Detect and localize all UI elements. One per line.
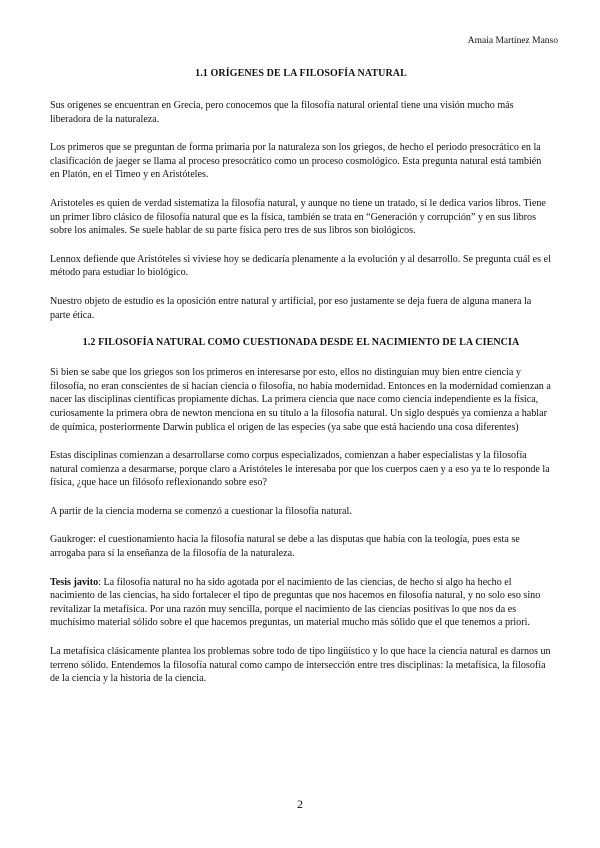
- paragraph: Gaukroger: el cuestionamiento hacia la filosofía natural se debe a las disputas que había con la teología, pues esta se arrogaba para sí la enseñanza de la filosofía de la naturaleza.: [50, 534, 520, 560]
- paragraph: Lennox defiende que Aristóteles si viviese hoy se dedicaría plenamente a la evolución y al desarrollo. Se pregunta cuál es el método para estudiar lo biológico.: [50, 253, 551, 279]
- paragraph: Estas disciplinas comienzan a desarrollarse como corpus especializados, comienzan a haber especialistas y la filosofía natural comienza a desarmarse, porque claro a Aristóteles le interesaba por que los cuerpos caen y a eso ya te lo responde la física, ¿que hace un filósofo reflexionando sobre eso?: [50, 450, 550, 489]
- header-author: Amaia Martínez Manso: [467, 36, 558, 46]
- paragraph: La metafísica clásicamente plantea los problemas sobre todo de tipo lingüístico y lo que hace la ciencia natural es darnos un terreno sólido. Entendemos la filosofía natural como campo de intersección entre tres disciplinas: la metafísica, la filosofía de la ciencia y la historia de la ciencia.: [50, 646, 551, 685]
- paragraph: Los primeros que se preguntan de forma primaria por la naturaleza son los griegos, de hecho el periodo presocrático en la clasificación de jaeger se llama al proceso presocrático como un proceso cosmológico. Esta pregunta natural está también en Platón, en el Timeo y en Aristóteles.: [50, 142, 542, 181]
- paragraph: A partir de la ciencia moderna se comenzó a cuestionar la filosofía natural.: [50, 505, 352, 517]
- paragraph: Nuestro objeto de estudio es la oposición entre natural y artificial, por eso justamente se deja fuera de alguna manera la parte ética.: [50, 295, 532, 321]
- section-heading-2: 1.2 FILOSOFÍA NATURAL COMO CUESTIONADA DESDE EL NACIMIENTO DE LA CIENCIA: [82, 337, 520, 349]
- paragraph: Sus orígenes se encuentran en Grecia, pero conocemos que la filosofía natural oriental tiene una visión mucho más liberadora de la naturaleza.: [50, 100, 514, 125]
- paragraph: Aristoteles es quien de verdad sistematiza la filosofía natural, y aunque no tiene un tratado, sí le dedica varios libros. Tiene un primer libro clásico de filosofía natural que es la física, también se trata en “Generación y corrupción” y en sus libros sobre los animales. Se suele hablar de su parte física pero tres de sus libros son biológicos.: [50, 197, 546, 237]
- document-body: [50, 68, 552, 701]
- section-heading-1: 1.1 ORÍGENES DE LA FILOSOFÍA NATURAL: [195, 68, 407, 79]
- paragraph: Si bien se sabe que los griegos son los primeros en interesarse por esto, ellos no distinguían muy bien entre ciencia y filosofía, no eran conscientes de si hacían ciencia o filosofía, no había modernidad. Entonces en la modernidad comienzan a nacer las disciplinas científicas propiamente dichas. La primera ciencia que nace como ciencia independiente es la física, curiosamente la primera obra de newton menciona en su título a la filosofía natural. Un siglo después ya comienza a hablar de química, posteriormente Darwin publica el origen de las especies (ya sabe que está haciendo una cosa diferentes): [50, 367, 551, 433]
- page-number: 2: [297, 797, 303, 811]
- thesis-paragraph: [50, 576, 552, 630]
- thesis-text: : La filosofía natural no ha sido agotada por el nacimiento de las ciencias, de hecho si algo ha hecho el nacimiento de las ciencias, ha sido fortalecer el tipo de preguntas que nos hacemos en filosofía natural, y no solo eso sino revitalizar la metafísica. Por una razón muy sencilla, porque el nacimiento de las ciencias positivas lo que nos da es muchísimo material sólido sobre el que hacemos preguntas, un material mucho más sólido que el que tenemos a priori.: [50, 576, 541, 629]
- thesis-lead: Tesis javito: [50, 576, 99, 588]
